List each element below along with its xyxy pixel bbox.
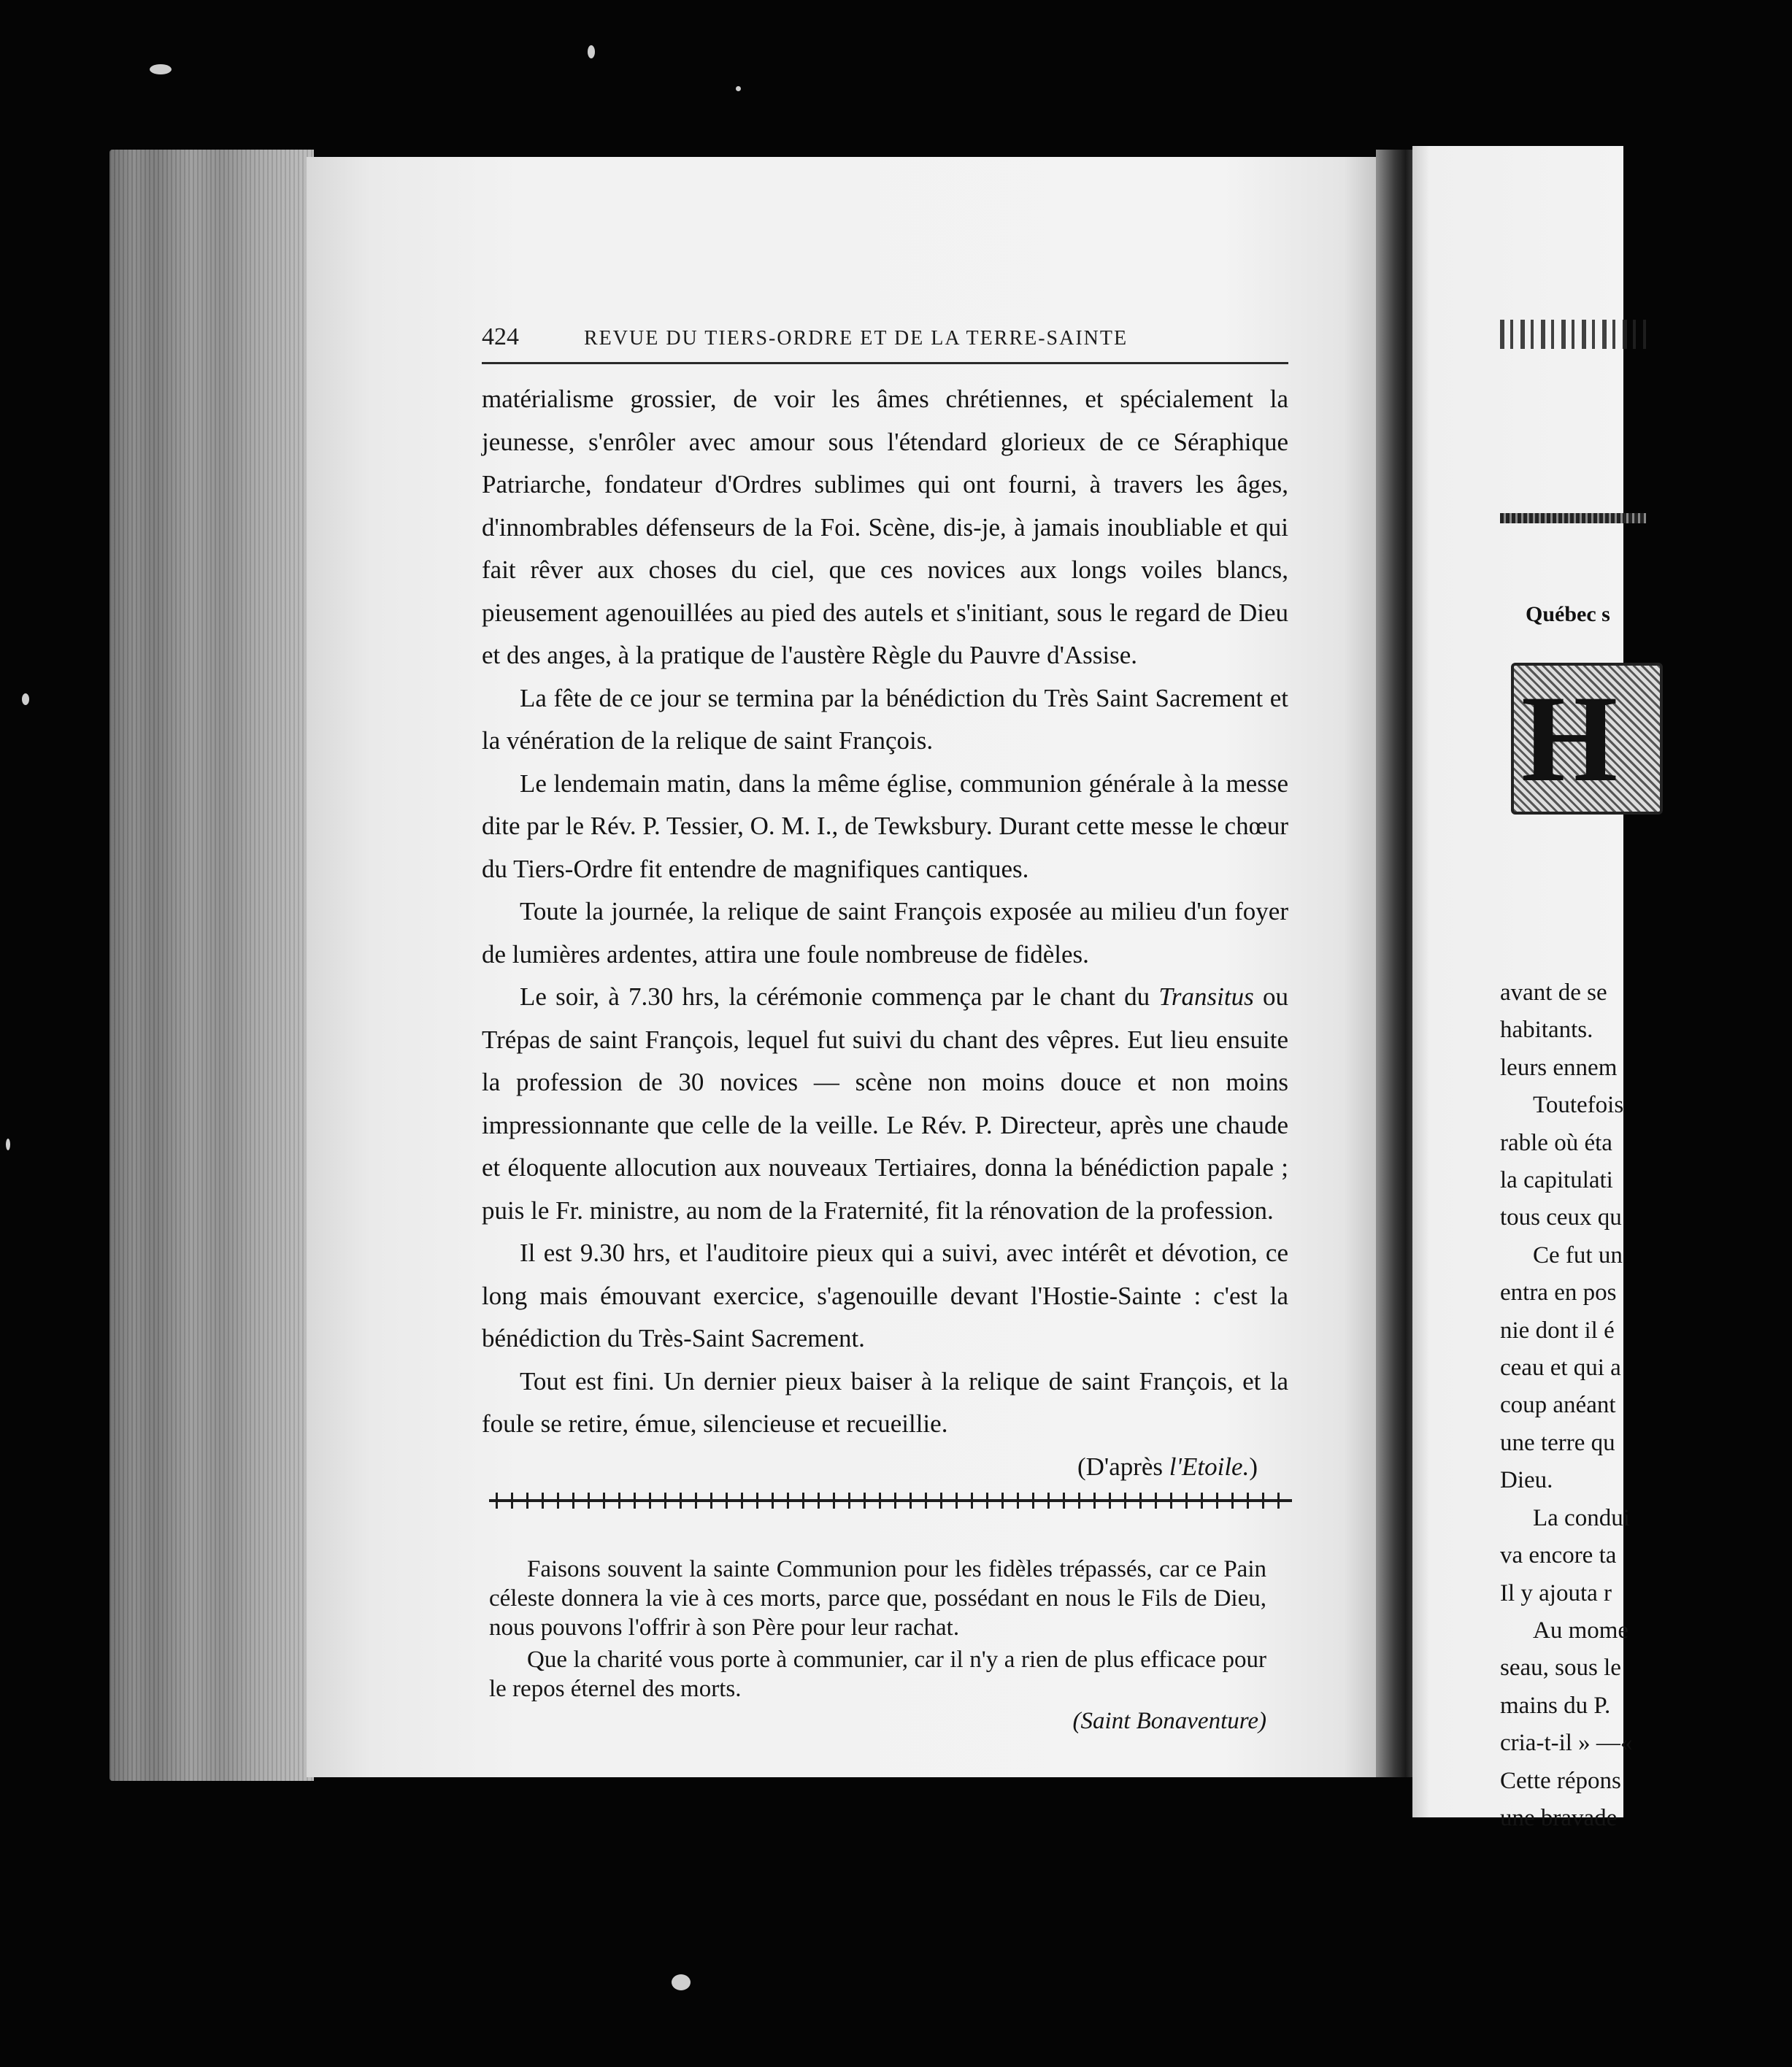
right-page xyxy=(1412,146,1633,1831)
right-page-text xyxy=(1500,974,1792,1837)
right-page-line: la capitulati xyxy=(1500,1167,1613,1194)
right-page-line: avant de se xyxy=(1500,979,1607,1006)
source-prefix: (D'après xyxy=(1077,1452,1169,1481)
header-rule xyxy=(482,362,1288,364)
right-page-line: rable où éta xyxy=(1500,1129,1612,1156)
right-page-line: va encore ta xyxy=(1500,1542,1617,1569)
right-page-line: mains du P. xyxy=(1500,1692,1611,1719)
quote-attribution: (Saint Bonaventure) xyxy=(1072,1708,1266,1734)
running-header xyxy=(482,323,1288,355)
source-citation xyxy=(482,1446,1288,1489)
quote-block xyxy=(489,1555,1266,1739)
right-page-line: nie dont il é xyxy=(1500,1317,1615,1344)
ornamental-band xyxy=(1500,513,1646,523)
paragraph: Toute la journée, la relique de saint François exposée au milieu d'un foyer de lumières ardentes, attira une foule nombreuse de fidèles. xyxy=(482,897,1288,969)
right-page-line: leurs ennem xyxy=(1500,1054,1618,1081)
right-page-line: une terre qu xyxy=(1500,1429,1615,1456)
right-page-line: Dieu. xyxy=(1500,1467,1553,1494)
dateline: Québec s xyxy=(1526,602,1610,626)
dust-speck xyxy=(736,86,741,91)
paragraph: Tout est fini. Un dernier pieux baiser à la relique de saint François, et la foule se retire, émue, silencieuse et recueillie. xyxy=(482,1366,1288,1438)
right-page-line: tous ceux qu xyxy=(1500,1204,1622,1231)
quote-paragraph: Faisons souvent la sainte Communion pour les fidèles trépassés, car ce Pain céleste donnera la vie à ces morts, parce que, possédant en nous le Fils de Dieu, nous pouvons l'offrir à son Père pour leur rachat. xyxy=(489,1556,1266,1641)
dust-speck xyxy=(6,1139,10,1150)
dust-speck xyxy=(22,693,29,705)
right-page-line: Toutefois xyxy=(1533,1092,1624,1119)
paragraph: matérialisme grossier, de voir les âmes chrétiennes, et spécialement la jeunesse, s'enrôler avec amour sous l'étendard glorieux de ce Séraphique Patriarche, fondateur d'Ordres sublimes qui ont fourni, à travers les âges, d'innombrables défenseurs de la Foi. Scène, dis-je, à jamais inoubliable et qui fait rêver aux choses du ciel, que ces novices aux longs voiles blancs, pieusement agenouillées au pied des autels et s'initiant, sous le regard de Dieu et des anges, à la pratique de l'austère Règle du Pauvre d'Assise. xyxy=(482,385,1288,669)
right-page-line: seau, sous le xyxy=(1500,1655,1621,1682)
page-number: 424 xyxy=(482,323,519,350)
source-suffix: ) xyxy=(1249,1452,1258,1481)
right-page-line: ceau et qui a xyxy=(1500,1355,1621,1382)
right-page-line: entra en pos xyxy=(1500,1279,1617,1306)
dust-speck xyxy=(588,45,595,58)
paragraph: La fête de ce jour se termina par la bénédiction du Très Saint Sacrement et la vénération de la relique de saint François. xyxy=(482,683,1288,755)
source-title: l'Etoile. xyxy=(1169,1452,1250,1481)
right-page-line: une bravade xyxy=(1500,1804,1618,1831)
right-page-line: Cette répons xyxy=(1500,1767,1621,1794)
right-page-line: La condui xyxy=(1533,1504,1630,1531)
right-page-line: Ce fut un xyxy=(1533,1242,1623,1269)
evening-text-b: ou Trépas de saint François, lequel fut suivi du chant des vêpres. Eut lieu ensuite la profession de 30 novices — scène non moins douce et non moins impressionnante que celle de la veille. Le Rév. P. Directeur, après une chaude et éloquente allocution aux nouveaux Tertiaires, donna la bénédiction papale ; puis le Fr. ministre, au nom de la Fraternité, fit la rénovation de la profession. xyxy=(482,982,1288,1225)
book-page-edges xyxy=(109,150,314,1781)
dust-speck xyxy=(150,64,172,74)
dust-speck xyxy=(672,1974,691,1990)
evening-text-a: Le soir, à 7.30 hrs, la cérémonie commença par le chant du xyxy=(520,982,1159,1011)
right-page-line: Il y ajouta r xyxy=(1500,1579,1612,1606)
running-head: REVUE DU TIERS-ORDRE ET DE LA TERRE-SAINTE xyxy=(584,327,1128,350)
transitus-italic: Transitus xyxy=(1158,982,1254,1011)
article-body xyxy=(482,378,1288,1488)
paragraph-evening xyxy=(482,976,1288,1232)
paragraph: Il est 9.30 hrs, et l'auditoire pieux qui a suivi, avec intérêt et dévotion, ce long mais émouvant exercice, s'agenouille devant l'Hostie-Sainte : c'est la bénédiction du Très-Saint Sacrement. xyxy=(482,1239,1288,1352)
ornamental-divider xyxy=(489,1493,1292,1509)
right-page-line: habitants. xyxy=(1500,1017,1593,1044)
right-page-line: Au mome xyxy=(1533,1617,1629,1644)
header-ornament xyxy=(1500,320,1646,349)
paragraph: Le lendemain matin, dans la même église, communion générale à la messe dite par le Rév. P. Tessier, O. M. I., de Tewksbury. Durant cette messe le chœur du Tiers-Ordre fit entendre de magnifiques cantiques. xyxy=(482,769,1288,883)
quote-paragraph: Que la charité vous porte à communier, car il n'y a rien de plus efficace pour le repos éternel des morts. xyxy=(489,1647,1266,1702)
right-page-line: cria-t-il » —« xyxy=(1500,1730,1633,1757)
decorated-initial: H xyxy=(1511,663,1663,815)
right-page-line: coup anéant xyxy=(1500,1392,1616,1419)
